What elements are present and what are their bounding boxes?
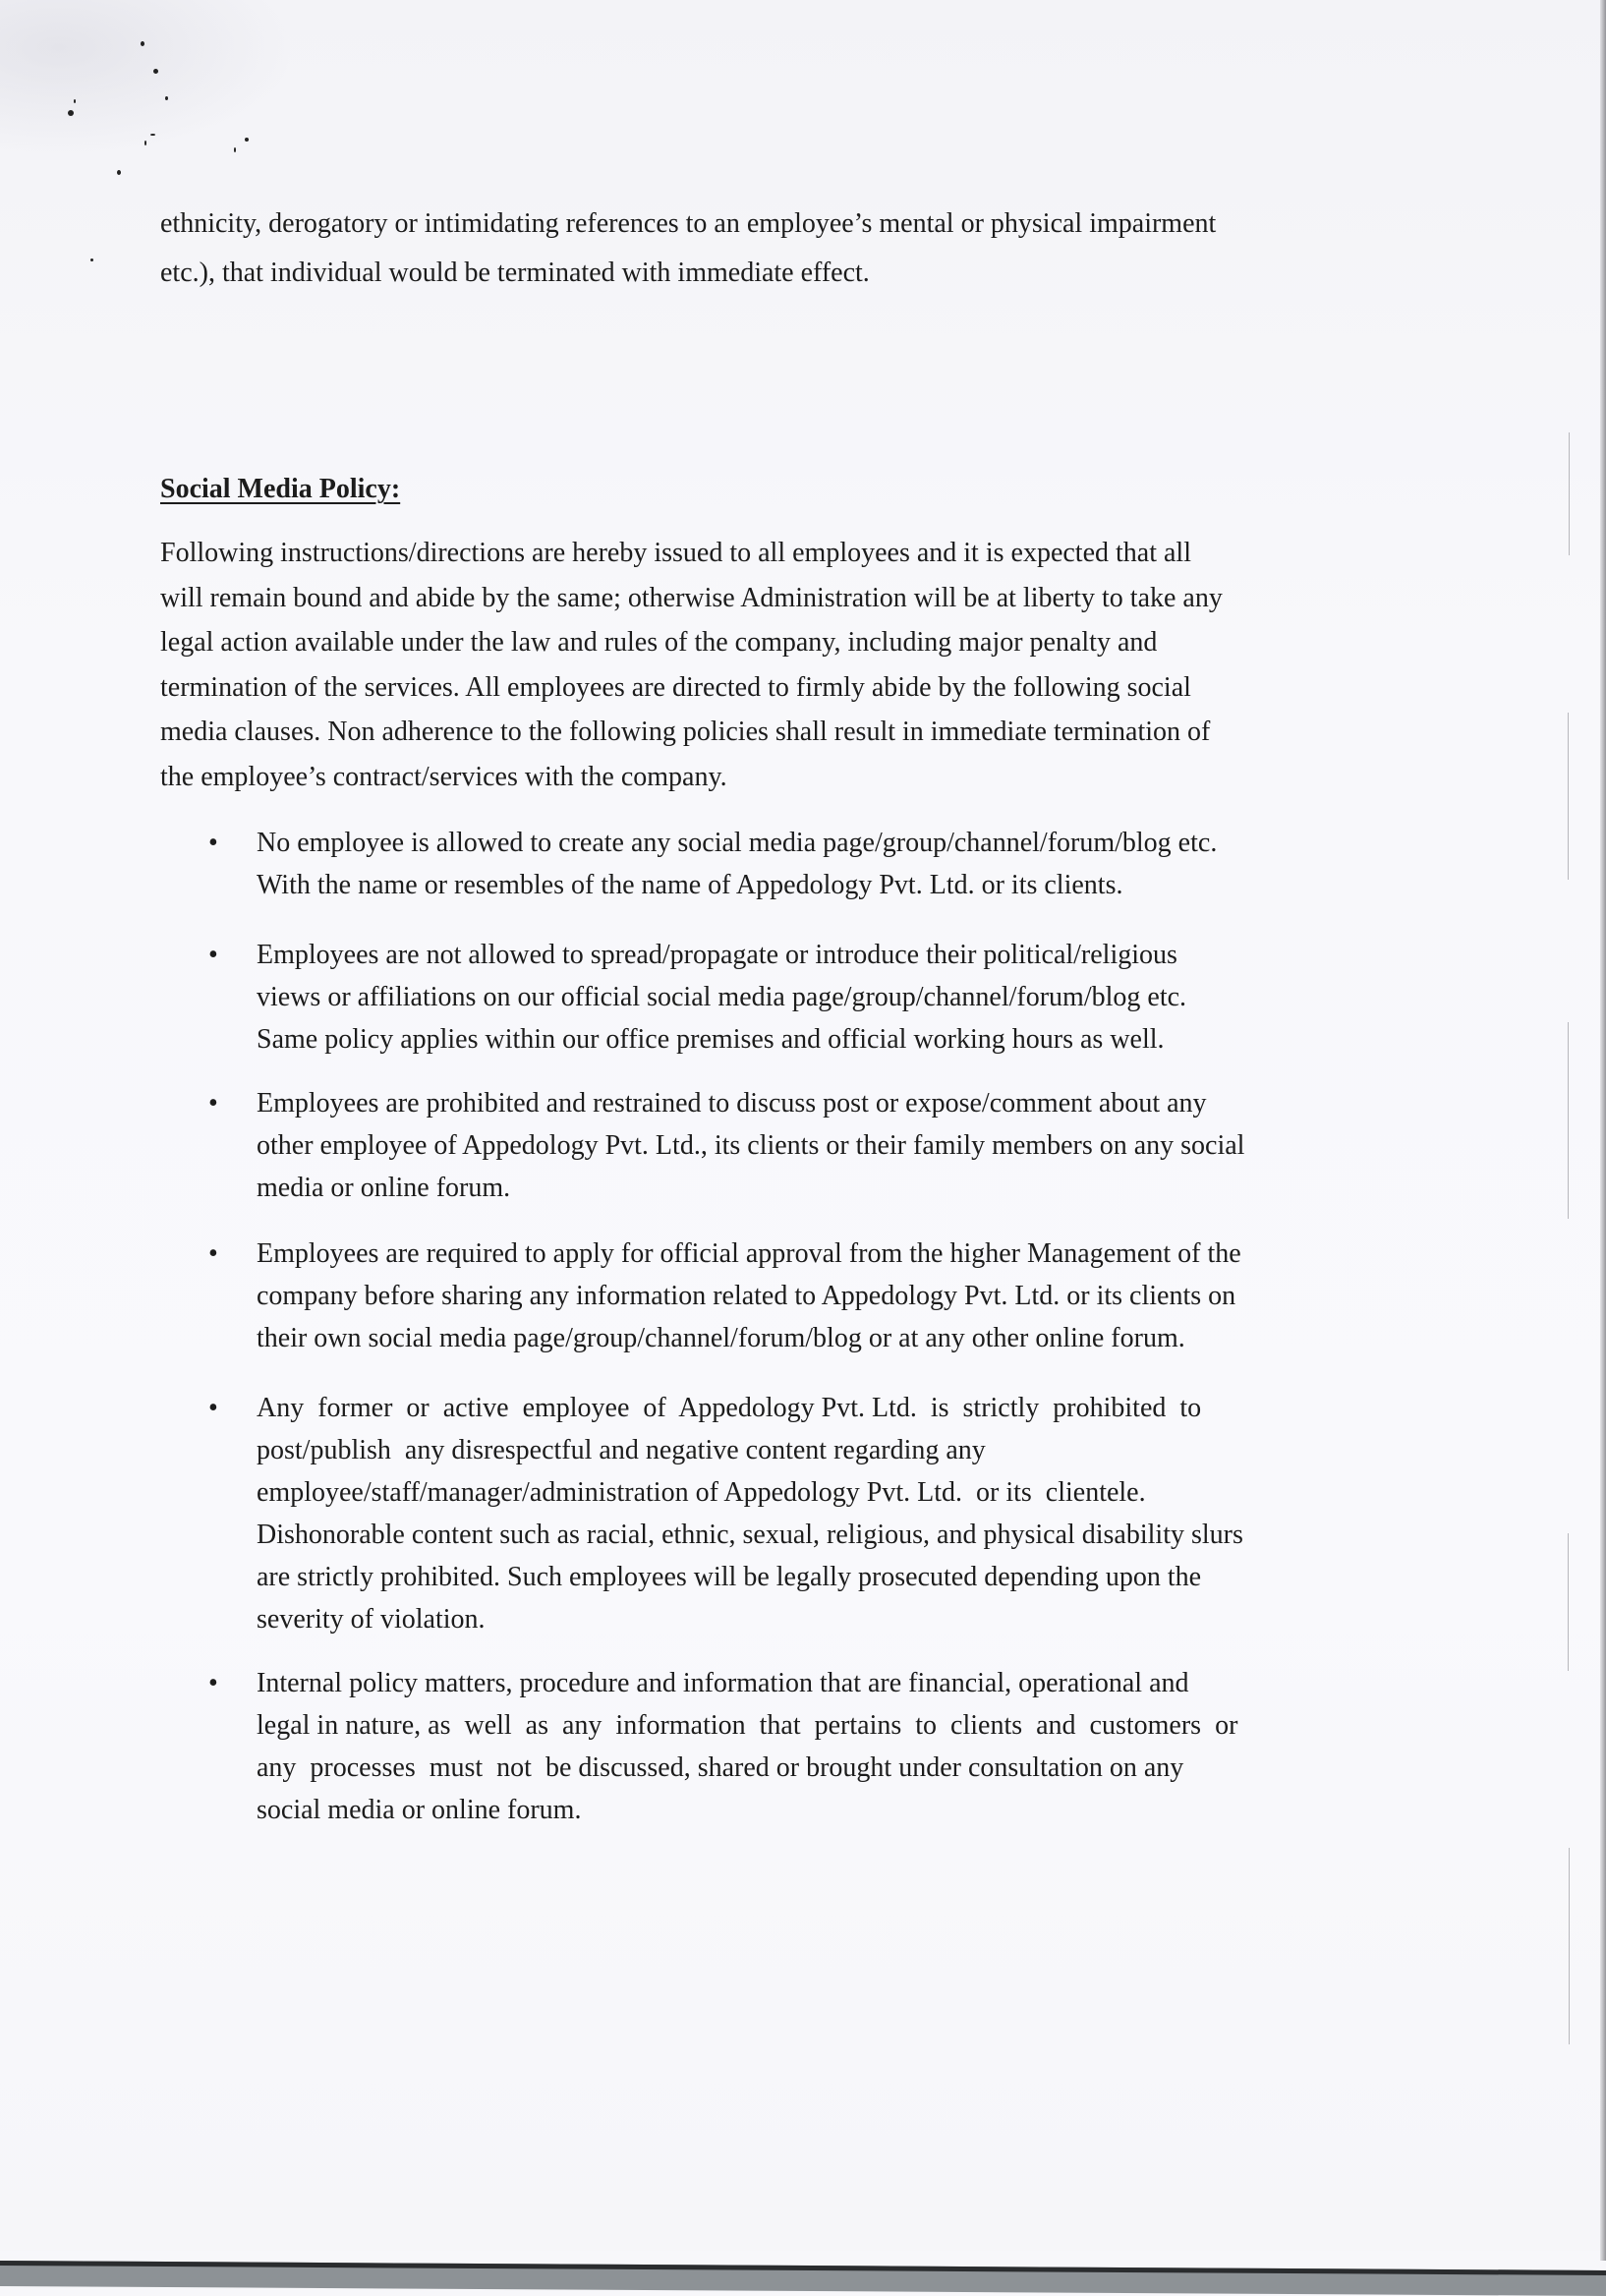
text-line: With the name or resembles of the name of Appedology Pvt. Ltd. or its clients. [257,870,1123,900]
text-line: ethnicity, derogatory or intimidating references to an employee’s mental or physical impairment [160,208,1217,239]
scan-speck [68,110,74,116]
text-line: are strictly prohibited. Such employees will be legally prosecuted depending upon the [257,1562,1202,1592]
text-line: etc.), that individual would be terminated with immediate effect. [160,258,870,288]
text-line: other employee of Appedology Pvt. Ltd., its clients or their family members on any social [257,1130,1245,1161]
policy-bullet-list [206,822,1484,1831]
text-line: Employees are required to apply for official approval from the higher Management of the [257,1238,1241,1269]
text-line: legal in nature, as well as any information that pertains to clients and customers or [257,1710,1238,1741]
text-line: company before sharing any information related to Appedology Pvt. Ltd. or its clients on [257,1281,1236,1311]
scan-speck [153,69,158,74]
scan-speck [90,258,93,261]
text-line: any processes must not be discussed, shared or brought under consultation on any [257,1752,1184,1783]
scan-speck [150,134,155,136]
text-line: Following instructions/directions are hereby issued to all employees and it is expected that all [160,538,1191,568]
text-line: termination of the services. All employees are directed to firmly abide by the following social [160,671,1191,703]
scan-speck [117,170,121,175]
scan-margin-line [1568,1533,1569,1671]
scan-speck [165,96,168,100]
text-line: social media or online forum. [257,1795,582,1825]
policy-bullet [206,1082,1484,1209]
scan-margin-line [1568,713,1569,880]
text-line: Same policy applies within our office premises and official working hours as well. [257,1024,1165,1055]
scan-speck [74,99,76,103]
policy-bullet [206,822,1484,906]
text-line: employee/staff/manager/administration of Appedology Pvt. Ltd. or its clientele. [257,1477,1146,1508]
text-line: their own social media page/group/channel/forum/blog or at any other online forum. [257,1323,1185,1353]
policy-bullet [206,934,1484,1061]
scan-speck [141,41,144,46]
text-line: legal action available under the law and rules of the company, including major penalty and [160,627,1158,658]
policy-bullet [206,1233,1484,1359]
scan-speck [144,141,146,145]
text-line: views or affiliations on our official social media page/group/channel/forum/blog etc. [257,982,1187,1012]
bullet-icon: • [208,1393,218,1423]
text-line: media or online forum. [257,1173,511,1203]
scan-right-edge [1600,0,1606,2261]
scan-margin-line [1569,1848,1570,2044]
policy-bullet [206,1662,1484,1831]
continuation-paragraph [160,200,1216,298]
text-line: post/publish any disrespectful and negative content regarding any [257,1435,986,1465]
text-line: Dishonorable content such as racial, ethnic, sexual, religious, and physical disability slurs [257,1520,1243,1550]
text-line: Employees are not allowed to spread/propagate or introduce their political/religious [257,940,1177,970]
text-line: No employee is allowed to create any social media page/group/channel/forum/blog etc. [257,828,1218,858]
scan-shadow [0,0,295,157]
bullet-icon: • [208,940,218,970]
policy-bullet [206,1387,1484,1640]
bullet-icon: • [208,828,218,858]
text-line: will remain bound and abide by the same; otherwise Administration will be at liberty to take any [160,582,1223,613]
scan-speck [234,147,236,152]
bullet-icon: • [208,1668,218,1698]
scanner-edge-bar [0,2261,1606,2296]
scan-margin-line [1569,432,1570,555]
text-line: Internal policy matters, procedure and information that are financial, operational and [257,1668,1189,1698]
scan-margin-line [1568,1022,1569,1219]
text-line: media clauses. Non adherence to the following policies shall result in immediate termination of [160,717,1211,747]
intro-paragraph [160,531,1223,799]
text-line: the employee’s contract/services with the company. [160,761,727,792]
bullet-icon: • [208,1088,218,1119]
bullet-icon: • [208,1238,218,1269]
text-line: Any former or active employee of Appedology Pvt. Ltd. is strictly prohibited to [257,1393,1202,1423]
text-line: severity of violation. [257,1604,486,1635]
text-line: Employees are prohibited and restrained to discuss post or expose/comment about any [257,1088,1207,1119]
section-heading: Social Media Policy: [160,474,401,504]
scan-speck [245,138,249,142]
